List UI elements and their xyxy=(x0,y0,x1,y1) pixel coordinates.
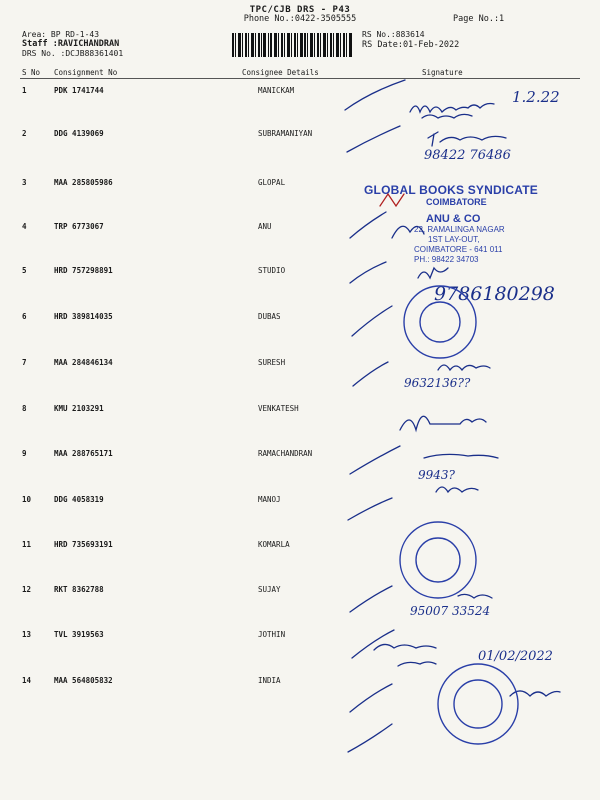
row-consignee: KOMARLA xyxy=(258,540,290,549)
col-consignment-header: Consignment No xyxy=(54,68,118,77)
col-consignee-header: Consignee Details xyxy=(242,68,319,77)
row-consignee: JOTHIN xyxy=(258,630,286,639)
row-consignment: TRP 6773067 xyxy=(54,222,104,231)
row-sno: 1 xyxy=(22,86,27,95)
row-consignment: HRD 757298891 xyxy=(54,266,113,275)
tick-mark xyxy=(353,362,388,386)
row-sno: 4 xyxy=(22,222,27,231)
row-consignee: MANICKAM xyxy=(258,86,295,95)
handwritten-date-row13: 01/02/2022 xyxy=(478,649,553,664)
signature-row10 xyxy=(436,487,478,492)
row-sno: 5 xyxy=(22,266,27,275)
row-consignment: MAA 564805832 xyxy=(54,676,113,685)
tick-mark xyxy=(350,684,392,712)
row-consignee: SURESH xyxy=(258,358,286,367)
coimbatore-round-stamp xyxy=(400,522,476,598)
row-consignee: SUBRAMANIYAN xyxy=(258,129,313,138)
coimbatore-round-stamp-inner xyxy=(416,538,460,582)
signature-row4 xyxy=(392,226,424,238)
row-consignee: STUDIO xyxy=(258,266,286,275)
row-consignment: HRD 389814035 xyxy=(54,312,113,321)
handwritten-date-row1: 1.2.22 xyxy=(512,88,560,106)
handwritten-phone-row7: 9632136?? xyxy=(404,376,471,390)
col-signature-header: Signature xyxy=(422,68,463,77)
india-round-stamp-inner xyxy=(454,680,502,728)
staff-name: Staff :RAVICHANDRAN xyxy=(22,39,120,49)
row-consignment: DDG 4139069 xyxy=(54,129,104,138)
handwritten-phone-row12: 95007 33524 xyxy=(410,604,491,618)
tick-mark xyxy=(350,212,386,238)
row-consignee: ANU xyxy=(258,222,272,231)
tick-mark xyxy=(345,80,405,110)
signature-row2 xyxy=(428,132,506,146)
stamp-name: ANU & CO xyxy=(426,213,481,225)
rs-number: RS No.:883614 xyxy=(362,30,425,39)
row-consignee: GLOPAL xyxy=(258,178,286,187)
tick-mark xyxy=(350,446,400,474)
row-consignee: INDIA xyxy=(258,676,281,685)
row-consignment: MAA 284846134 xyxy=(54,358,113,367)
row-consignee: DUBAS xyxy=(258,312,281,321)
area-code: Area: BP RD-1-43 xyxy=(22,30,100,39)
col-sno-header: S No xyxy=(22,68,41,77)
page-number: Page No.:1 xyxy=(453,14,505,24)
signature-row12 xyxy=(458,594,492,598)
handwritten-phone-row2: 98422 76486 xyxy=(424,148,511,163)
row-sno: 3 xyxy=(22,178,27,187)
tick-mark xyxy=(347,126,400,152)
row-consignee: MANOJ xyxy=(258,495,281,504)
row-sno: 6 xyxy=(22,312,27,321)
row-sno: 13 xyxy=(22,630,32,639)
signature-row13 xyxy=(374,644,436,666)
row-sno: 12 xyxy=(22,585,32,594)
row-sno: 2 xyxy=(22,129,27,138)
handwritten-phone-row9: 9943? xyxy=(418,468,455,482)
row-consignment: MAA 285805986 xyxy=(54,178,113,187)
row-sno: 14 xyxy=(22,676,32,685)
stamp-address-2: 1ST LAY-OUT, xyxy=(428,235,480,244)
row-sno: 9 xyxy=(22,449,27,458)
tick-mark xyxy=(352,306,392,336)
marketing-round-stamp xyxy=(404,286,476,358)
india-round-stamp xyxy=(438,664,518,744)
sheet-title: TPC/CJB DRS - P43 xyxy=(249,5,351,15)
row-consignment: PDK 1741744 xyxy=(54,86,104,95)
handwritten-phone-row5: 9786180298 xyxy=(434,283,555,305)
tick-mark xyxy=(352,630,394,658)
signature-row5 xyxy=(418,268,448,278)
tick-mark xyxy=(348,498,392,520)
rs-date: RS Date:01-Feb-2022 xyxy=(362,40,460,50)
stamp-address-3: COIMBATORE - 641 011 xyxy=(414,245,503,254)
gbs-logo-mark xyxy=(380,194,404,206)
phone-number: Phone No.:0422-3505555 xyxy=(243,14,357,24)
row-consignment: KMU 2103291 xyxy=(54,404,104,413)
drs-number: DRS No. :DCJB88361401 xyxy=(22,49,124,58)
stamp-company: GLOBAL BOOKS SYNDICATE xyxy=(364,183,538,197)
row-consignment: MAA 288765171 xyxy=(54,449,113,458)
signature-row9 xyxy=(424,454,498,458)
row-sno: 10 xyxy=(22,495,32,504)
stamp-city: COIMBATORE xyxy=(426,197,487,207)
signature-row7 xyxy=(438,365,490,370)
marketing-round-stamp-inner xyxy=(420,302,460,342)
row-consignment: RKT 8362788 xyxy=(54,585,104,594)
row-consignment: HRD 735693191 xyxy=(54,540,113,549)
signature-row8 xyxy=(400,416,486,430)
stamp-phone: PH.: 98422 34703 xyxy=(414,255,479,264)
signature-row1 xyxy=(410,104,494,113)
tick-mark xyxy=(350,262,386,283)
tick-mark xyxy=(348,724,392,752)
signature-row1-sub xyxy=(422,114,472,118)
tick-mark xyxy=(350,586,392,612)
row-consignee: RAMACHANDRAN xyxy=(258,449,313,458)
row-consignment: DDG 4058319 xyxy=(54,495,104,504)
row-sno: 11 xyxy=(22,540,32,549)
row-consignment: TVL 3919563 xyxy=(54,630,104,639)
row-consignee: SUJAY xyxy=(258,585,281,594)
row-sno: 7 xyxy=(22,358,27,367)
stamp-address-1: 22, RAMALINGA NAGAR xyxy=(414,225,505,234)
row-sno: 8 xyxy=(22,404,27,413)
row-consignee: VENKATESH xyxy=(258,404,299,413)
